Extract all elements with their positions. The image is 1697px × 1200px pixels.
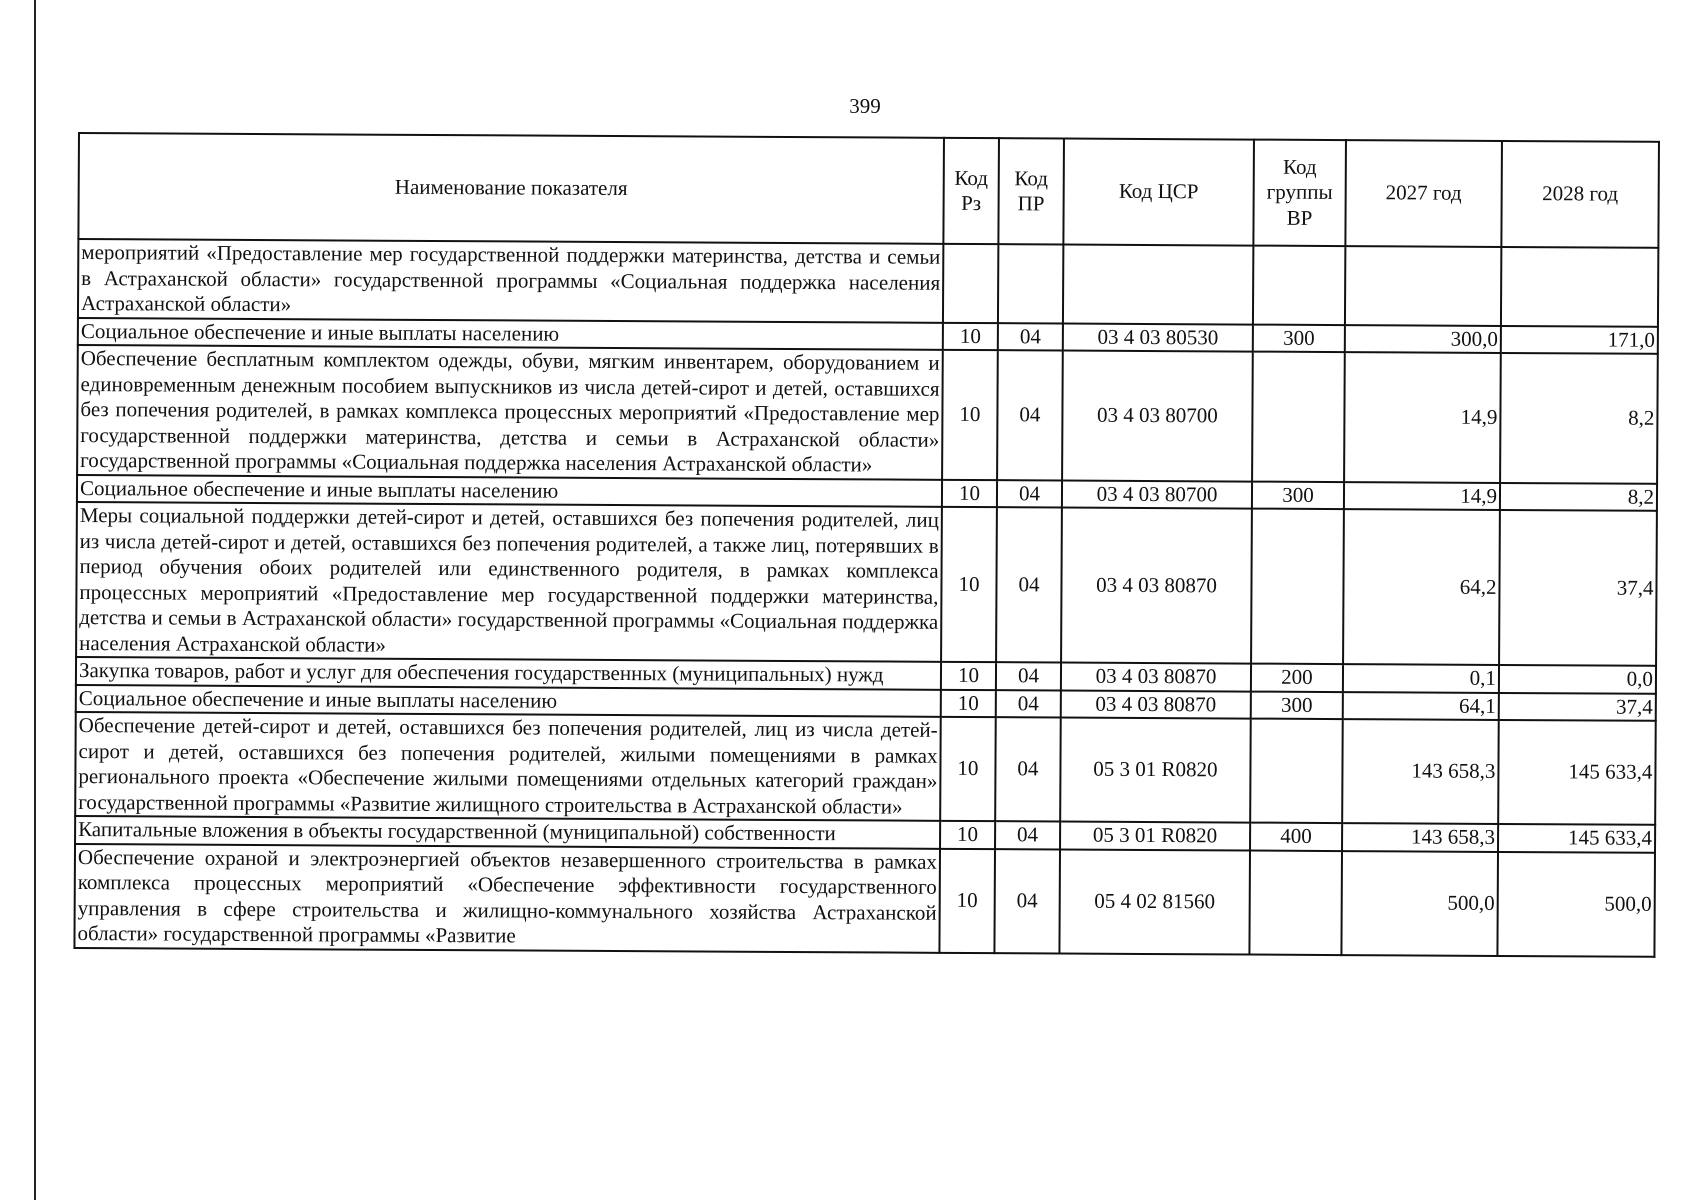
cell-2027 (1345, 246, 1501, 325)
cell-csr: 03 4 03 80700 (1062, 351, 1253, 482)
cell-rz: 10 (940, 717, 996, 821)
cell-2028: 8,2 (1500, 353, 1658, 483)
cell-vr: 300 (1252, 481, 1344, 509)
cell-csr: 05 3 01 R0820 (1060, 821, 1250, 850)
cell-vr (1253, 246, 1345, 325)
cell-pr: 04 (997, 350, 1063, 480)
header-year-2028: 2028 год (1501, 141, 1659, 248)
cell-2027: 300,0 (1345, 325, 1501, 353)
header-row (78, 133, 1659, 248)
header-pr: Код ПР (998, 138, 1064, 244)
cell-vr (1252, 352, 1345, 482)
cell-vr (1250, 719, 1343, 824)
cell-name: Меры социальной поддержки детей-сирот и детей, оставшихся без попечения родителей, лиц из числа детей-сирот и детей, оставшихся без попечения родителей, а также лиц, потерявших в период обучения обоих родителей или единственного родителя, в рамках комплекса процессных мероприятий «Предоставление мер государственной поддержки материнства, детства и семьи в Астраханской области» государственной программы «Социальная поддержка населения Астраханской области» (76, 502, 942, 662)
cell-2028: 145 633,4 (1498, 720, 1656, 825)
cell-pr: 04 (996, 690, 1061, 718)
cell-2027: 143 658,3 (1342, 719, 1499, 824)
cell-2028: 171,0 (1501, 325, 1658, 353)
cell-2027: 500,0 (1341, 851, 1498, 956)
cell-pr (998, 244, 1063, 323)
cell-name: Капитальные вложения в объекты государственной (муниципальной) собственности (75, 816, 940, 848)
cell-pr: 04 (998, 323, 1063, 351)
header-rz: Код Рз (943, 138, 999, 244)
cell-vr: 300 (1253, 324, 1345, 352)
cell-vr (1251, 509, 1344, 665)
page-number: 399 (849, 94, 881, 118)
cell-vr: 400 (1250, 823, 1342, 851)
cell-2028 (1501, 247, 1658, 326)
cell-rz: 10 (939, 848, 995, 952)
cell-name: Социальное обеспечение и иные выплаты населению (77, 475, 942, 507)
cell-pr: 04 (995, 717, 1061, 821)
cell-name: Социальное обеспечение и иные выплаты населению (76, 684, 941, 716)
cell-pr: 04 (996, 507, 1062, 662)
cell-rz: 10 (942, 479, 997, 507)
cell-pr: 04 (994, 849, 1060, 953)
cell-rz: 10 (940, 821, 995, 849)
cell-pr: 04 (997, 480, 1062, 508)
cell-rz: 10 (941, 507, 997, 662)
budget-table (73, 132, 1660, 957)
cell-name: Социальное обеспечение и иные выплаты населению (78, 318, 943, 350)
cell-name: Закупка товаров, работ и услуг для обеспечения государственных (муниципальных) нужд (76, 657, 941, 689)
header-name: Наименование показателя (78, 133, 944, 244)
cell-pr: 04 (996, 662, 1061, 690)
cell-csr: 03 4 03 80700 (1062, 480, 1252, 509)
cell-csr (1063, 245, 1253, 325)
table-row (76, 502, 1657, 666)
table-row (74, 843, 1655, 956)
cell-2028: 145 633,4 (1498, 824, 1655, 852)
cell-2027: 14,9 (1344, 352, 1501, 482)
cell-csr: 03 4 03 80870 (1061, 690, 1251, 719)
cell-csr: 03 4 03 80530 (1063, 323, 1253, 352)
cell-rz: 10 (942, 350, 998, 480)
table-row (78, 239, 1658, 326)
cell-name: мероприятий «Предоставление мер государственной поддержки материнства, детства и семьи в Астраханской области» государственной программы «Социальная поддержка населения Астраханской области» (78, 239, 943, 322)
cell-2028: 8,2 (1500, 482, 1657, 510)
cell-2027: 0,1 (1343, 664, 1499, 692)
cell-csr: 03 4 03 80870 (1061, 508, 1252, 664)
cell-2028: 37,4 (1499, 510, 1657, 666)
header-year-2027: 2027 год (1345, 140, 1502, 247)
cell-rz: 10 (943, 322, 998, 350)
cell-2027: 64,2 (1343, 509, 1500, 665)
cell-2028: 37,4 (1499, 692, 1656, 720)
cell-name: Обеспечение охраной и электроэнергией объектов незавершенного строительства в рамках комплекса процессных мероприятий «Обеспечение эффективности государственного управления в сфере строительства и жилищно-коммунального хозяйства Астраханской области» государственной программы «Развитие (74, 843, 940, 952)
table-row (75, 712, 1656, 825)
cell-csr: 05 3 01 R0820 (1060, 717, 1251, 822)
cell-pr: 04 (995, 821, 1060, 849)
cell-csr: 05 4 02 81560 (1059, 849, 1250, 954)
cell-vr: 200 (1251, 664, 1343, 692)
cell-2028: 500,0 (1497, 851, 1655, 956)
cell-2027: 64,1 (1343, 692, 1499, 720)
cell-rz: 10 (941, 689, 996, 717)
cell-name: Обеспечение детей-сирот и детей, оставшихся без попечения родителей, лиц из числа детей-сирот и детей, оставшихся без попечения родителей, жилыми помещениями в рамках регионального проекта «Обеспечение жилыми помещениями отдельных категорий граждан» государственной программы «Развитие жилищного строительства в Астраханской области» (75, 712, 941, 821)
binding-edge-line (34, 0, 36, 1200)
header-vr: Код группы ВР (1253, 140, 1346, 247)
header-csr: Код ЦСР (1063, 139, 1254, 246)
cell-name: Обеспечение бесплатным комплектом одежды, обуви, мягким инвентарем, оборудованием и единовременным денежным пособием выпускников из числа детей-сирот и детей, оставшихся без попечения родителей, в рамках комплекса процессных мероприятий «Предоставление мер государственной поддержки материнства, детства и семьи в Астраханской области» государственной программы «Социальная поддержка населения Астраханской области» (77, 345, 943, 479)
cell-rz: 10 (941, 662, 996, 690)
cell-vr: 300 (1251, 691, 1343, 719)
table-row (77, 345, 1658, 483)
table-header (78, 133, 1659, 248)
cell-2028: 0,0 (1499, 665, 1656, 693)
cell-rz (943, 244, 998, 323)
cell-vr (1249, 850, 1342, 955)
cell-2027: 14,9 (1344, 482, 1500, 510)
cell-csr: 03 4 03 80870 (1061, 662, 1251, 691)
cell-2027: 143 658,3 (1342, 823, 1498, 851)
